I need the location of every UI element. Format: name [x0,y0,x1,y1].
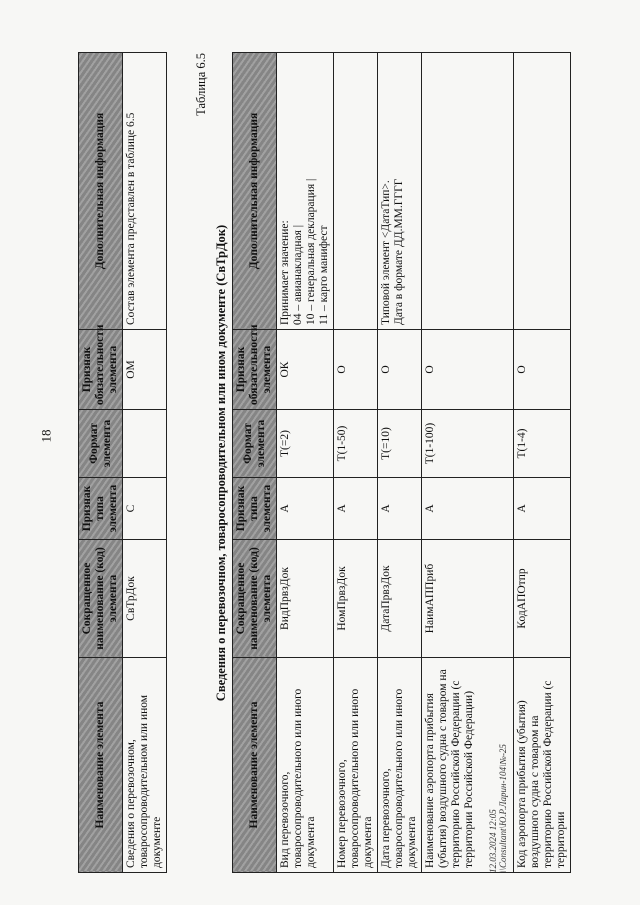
table-cell: КодАПОтпр [514,540,571,658]
table-row [378,53,422,873]
table-cell: НомПрвзДок [334,540,378,658]
table-cell: ОК [277,330,334,410]
table1-header-cell: Признак обязательности элемента [79,330,123,410]
table-cell: ВидПрвзДок [277,540,334,658]
table-cell: Принимает значение: 04 – авианакладная | 10 – генеральная декларация | 11 – карго манифест [277,53,334,330]
table2-header-cell: Признак типа элемента [233,478,277,540]
table-cell: Т(=10) [378,410,422,478]
table-cell: СвТрДок [123,540,167,658]
table-cell: Т(1-4) [514,410,571,478]
table-cell: НаимАППриб [422,540,514,658]
table-cell: Вид перевозочного, товаросопроводительного или иного документа [277,658,334,873]
table-cell: Т(=2) [277,410,334,478]
table-cell: Сведения о перевозочном, товаросопроводительном или ином документе [123,658,167,873]
footer-stamp [488,744,508,873]
table-svtrdok [232,52,571,873]
table-title: Сведения о перевозочном, товаросопроводительном или ином документе (СвТрДок) [214,224,228,702]
table-cell: Т(1-50) [334,410,378,478]
table-caption: Таблица 6.5 [194,53,208,116]
table-cell: О [334,330,378,410]
table2-header-row [233,53,277,873]
table-cell: Типовой элемент <ДатаТип>. Дата в формате ДД.ММ.ГГГГ [378,53,422,330]
table-cell: А [277,478,334,540]
table-cell: Код аэропорта прибытия (убытия) воздушного судна с товаром на территорию Российской Федерации (с территории [514,658,571,873]
table1-header-cell: Наименование элемента [79,658,123,873]
table2-header-cell: Наименование элемента [233,658,277,873]
table-row [334,53,378,873]
table-cell: ОМ [123,330,167,410]
table-row [514,53,571,873]
table-cell [514,53,571,330]
table-cell: Состав элемента представлен в таблице 6.5 [123,53,167,330]
table2-header-cell: Признак обязательности элемента [233,330,277,410]
table-cell: Номер перевозочного, товаросопроводительного или иного документа [334,658,378,873]
table-cell [422,53,514,330]
table-cell [123,410,167,478]
table2-header-cell: Сокращенное наименование (код) элемента [233,540,277,658]
table-row [123,53,167,873]
table-cell: ДатаПрвзДок [378,540,422,658]
table-cell: Т(1-100) [422,410,514,478]
table-row [277,53,334,873]
table-cell: О [378,330,422,410]
table-cell: А [378,478,422,540]
table1-header-cell: Дополнительная информация [79,53,123,330]
table-continuation [78,52,167,873]
table1-header-row [79,53,123,873]
table-cell: О [514,330,571,410]
page-number: 18 [38,429,54,443]
footer-date: 12.03.2024 12:05 [488,809,498,873]
table-cell: Дата перевозочного, товаросопроводительного или иного документа [378,658,422,873]
table1-header-cell: Сокращенное наименование (код) элемента [79,540,123,658]
footer-path: \\Consultant\Ю.Р.Ларин-104\№-25 [498,744,508,873]
table-cell: А [422,478,514,540]
table-cell: Наименование аэропорта прибытия (убытия) воздушного судна с товаром на территорию Российской Федерации (с территории Российской Федерации) [422,658,514,873]
table1-header-cell: Формат элемента [79,410,123,478]
table-cell: А [334,478,378,540]
table2-header-cell: Дополнительная информация [233,53,277,330]
table-cell: О [422,330,514,410]
table1-header-cell: Признак типа элемента [79,478,123,540]
rotated-content [78,53,638,873]
table-cell [334,53,378,330]
table-cell: А [514,478,571,540]
table-cell: С [123,478,167,540]
table2-header-cell: Формат элемента [233,410,277,478]
